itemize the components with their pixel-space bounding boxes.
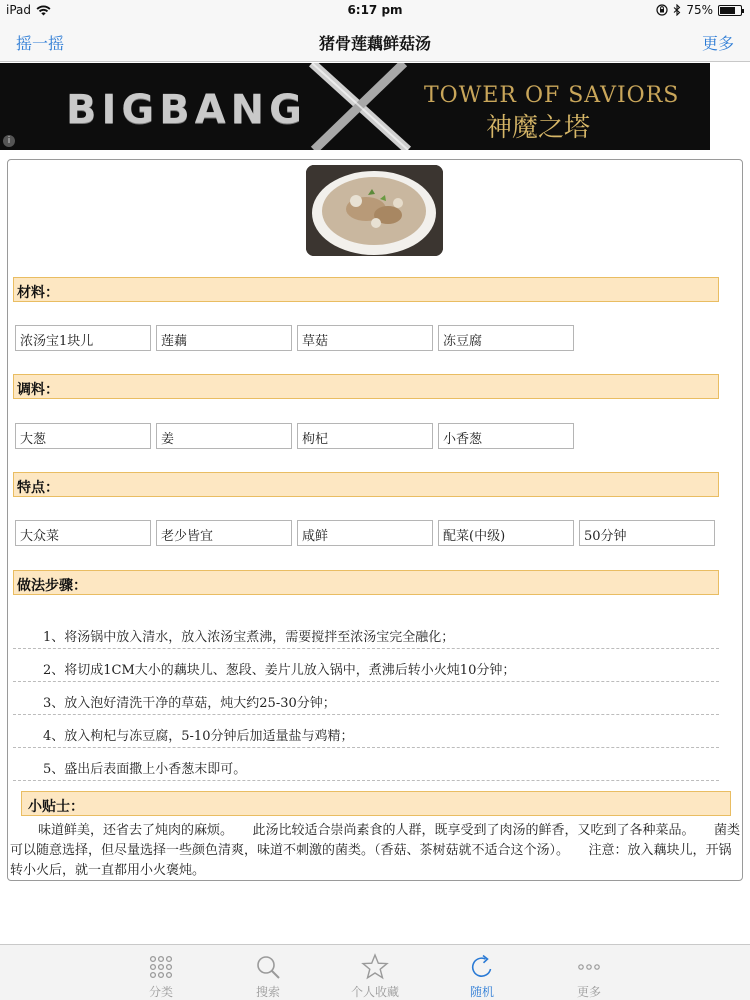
rotation-lock-icon: [656, 4, 668, 16]
seasoning-tag: 枸杞: [297, 423, 433, 449]
device-name: iPad: [6, 3, 32, 17]
seasonings-list: [15, 423, 574, 449]
tab-more[interactable]: [536, 945, 643, 1000]
ingredient-tag: 莲藕: [156, 325, 292, 351]
method-step: 5、盛出后表面撒上小香葱末即可。: [13, 748, 719, 781]
shake-button[interactable]: 摇一摇: [16, 34, 65, 53]
tab-label: 个人收藏: [350, 985, 399, 999]
tab-bar: [0, 944, 750, 1000]
banner-x-logo: [300, 63, 420, 150]
refresh-icon: [468, 953, 496, 981]
more-button[interactable]: 更多: [701, 34, 734, 53]
seasoning-tag: 姜: [156, 423, 292, 449]
battery-icon: [718, 5, 742, 16]
feature-tag: 老少皆宜: [156, 520, 292, 546]
feature-tag: 大众菜: [15, 520, 151, 546]
battery-percent: 75%: [686, 3, 713, 17]
feature-tag: 50分钟: [579, 520, 715, 546]
method-header: 做法步骤：: [13, 570, 719, 595]
tab-label: 分类: [148, 985, 173, 999]
method-step: 4、放入枸杞与冻豆腐，5-10分钟后加适量盐与鸡精；: [13, 715, 719, 748]
tab-label: 随机: [469, 985, 494, 999]
recipe-card: [7, 159, 743, 881]
dish-photo: [306, 165, 443, 256]
feature-tag: 配菜(中级): [438, 520, 574, 546]
seasoning-tag: 大葱: [15, 423, 151, 449]
tab-label: 更多: [576, 985, 601, 999]
tips-text: 味道鲜美，还省去了炖肉的麻烦。 此汤比较适合崇尚素食的人群，既享受到了肉汤的鲜香，又吃到了各种菜品。 菌类可以随意选择，但尽量选择一些颜色清爽，味道不刺激的菌类。（香菇、茶树菇就不适合这个汤）。 注意：放入藕块儿，开锅转小火后，就一直都用小火褒炖。: [10, 823, 741, 878]
soup-bowl-image: [306, 165, 443, 256]
banner-partner-zh: 神魔之塔: [486, 113, 591, 143]
ingredients-list: [15, 325, 574, 351]
ingredient-tag: 冻豆腐: [438, 325, 574, 351]
bluetooth-icon: [673, 4, 681, 16]
method-steps: [13, 616, 719, 781]
tab-search[interactable]: [215, 945, 322, 1000]
banner-ad[interactable]: [0, 63, 710, 150]
status-bar: [0, 0, 750, 22]
search-icon: [254, 953, 282, 981]
tab-label: 搜索: [255, 985, 280, 999]
ad-info-icon[interactable]: i: [3, 135, 15, 147]
more-icon: [575, 953, 603, 981]
banner-brand: BIGBANG: [66, 87, 307, 133]
tab-favorites[interactable]: [322, 945, 429, 1000]
status-time: 6:17 pm: [347, 3, 403, 17]
page-title: 猪骨莲藕鲜菇汤: [318, 34, 431, 53]
method-step: 2、将切成1CM大小的藕块儿、葱段、姜片儿放入锅中，煮沸后转小火炖10分钟；: [13, 649, 719, 682]
grid-icon: [147, 953, 175, 981]
tab-category[interactable]: [108, 945, 215, 1000]
method-step: 1、将汤锅中放入清水，放入浓汤宝煮沸，需要搅拌至浓汤宝完全融化；: [13, 616, 719, 649]
banner-partner-en: TOWER OF SAVIORS: [424, 83, 680, 108]
features-header: 特点：: [13, 472, 719, 497]
method-step: 3、放入泡好清洗干净的草菇，炖大约25-30分钟；: [13, 682, 719, 715]
tips-header: 小贴士：: [21, 791, 731, 816]
features-list: [15, 520, 715, 546]
ingredient-tag: 浓汤宝1块儿: [15, 325, 151, 351]
navigation-bar: [0, 22, 750, 62]
tab-random[interactable]: [429, 945, 536, 1000]
status-right: [656, 3, 742, 17]
star-icon: [361, 953, 389, 981]
ingredient-tag: 草菇: [297, 325, 433, 351]
ingredients-header: 材料：: [13, 277, 719, 302]
seasoning-tag: 小香葱: [438, 423, 574, 449]
feature-tag: 咸鲜: [297, 520, 433, 546]
seasonings-header: 调料：: [13, 374, 719, 399]
